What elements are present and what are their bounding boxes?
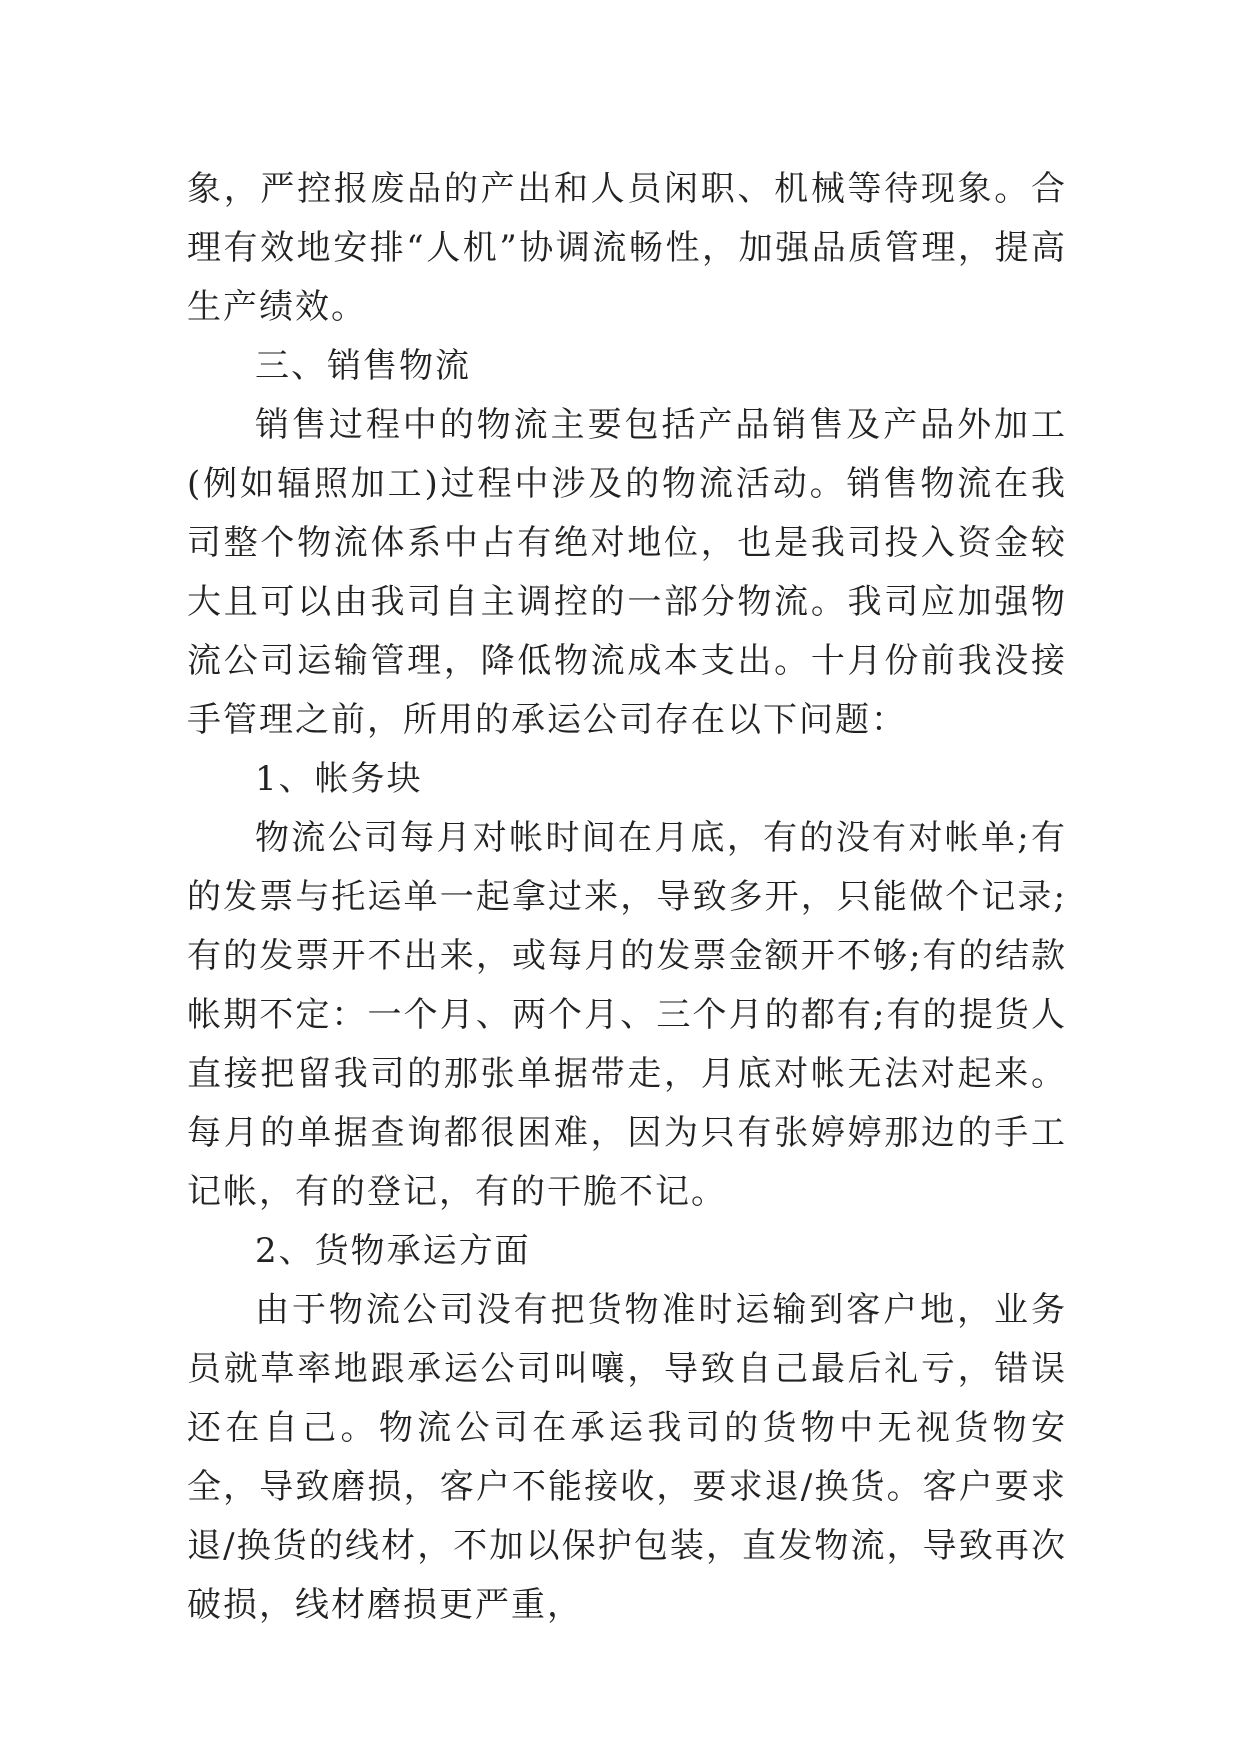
section-heading-sales-logistics: 三、销售物流 [255,346,471,386]
document-body [187,160,1067,1635]
subheading-cargo-carriage: 2、货物承运方面 [255,1231,531,1271]
paragraph-sales-logistics: 销售过程中的物流主要包括产品销售及产品外加工(例如辐照加工)过程中涉及的物流活动。销售物流在我司整个物流体系中占有绝对地位，也是我司投入资金较大且可以由我司自主调控的一部分物流。我司应加强物流公司运输管理，降低物流成本支出。十月份前我没接手管理之前，所用的承运公司存在以下问题： [187,405,1067,740]
paragraph-accounts: 物流公司每月对帐时间在月底，有的没有对帐单;有的发票与托运单一起拿过来，导致多开，只能做个记录;有的发票开不出来，或每月的发票金额开不够;有的结款帐期不定：一个月、两个月、三个月的都有;有的提货人直接把留我司的那张单据带走，月底对帐无法对起来。每月的单据查询都很困难，因为只有张婷婷那边的手工记帐，有的登记，有的干脆不记。 [187,818,1067,1212]
paragraph-intro-continuation: 象，严控报废品的产出和人员闲职、机械等待现象。合理有效地安排“人机”协调流畅性，加强品质管理，提高生产绩效。 [187,169,1067,327]
subheading-accounts: 1、帐务块 [255,759,423,799]
paragraph-cargo-carriage: 由于物流公司没有把货物准时运输到客户地，业务员就草率地跟承运公司叫嚷，导致自己最后礼亏，错误还在自己。物流公司在承运我司的货物中无视货物安全，导致磨损，客户不能接收，要求退/换货。客户要求退/换货的线材，不加以保护包装，直发物流，导致再次破损，线材磨损更严重， [187,1290,1067,1625]
